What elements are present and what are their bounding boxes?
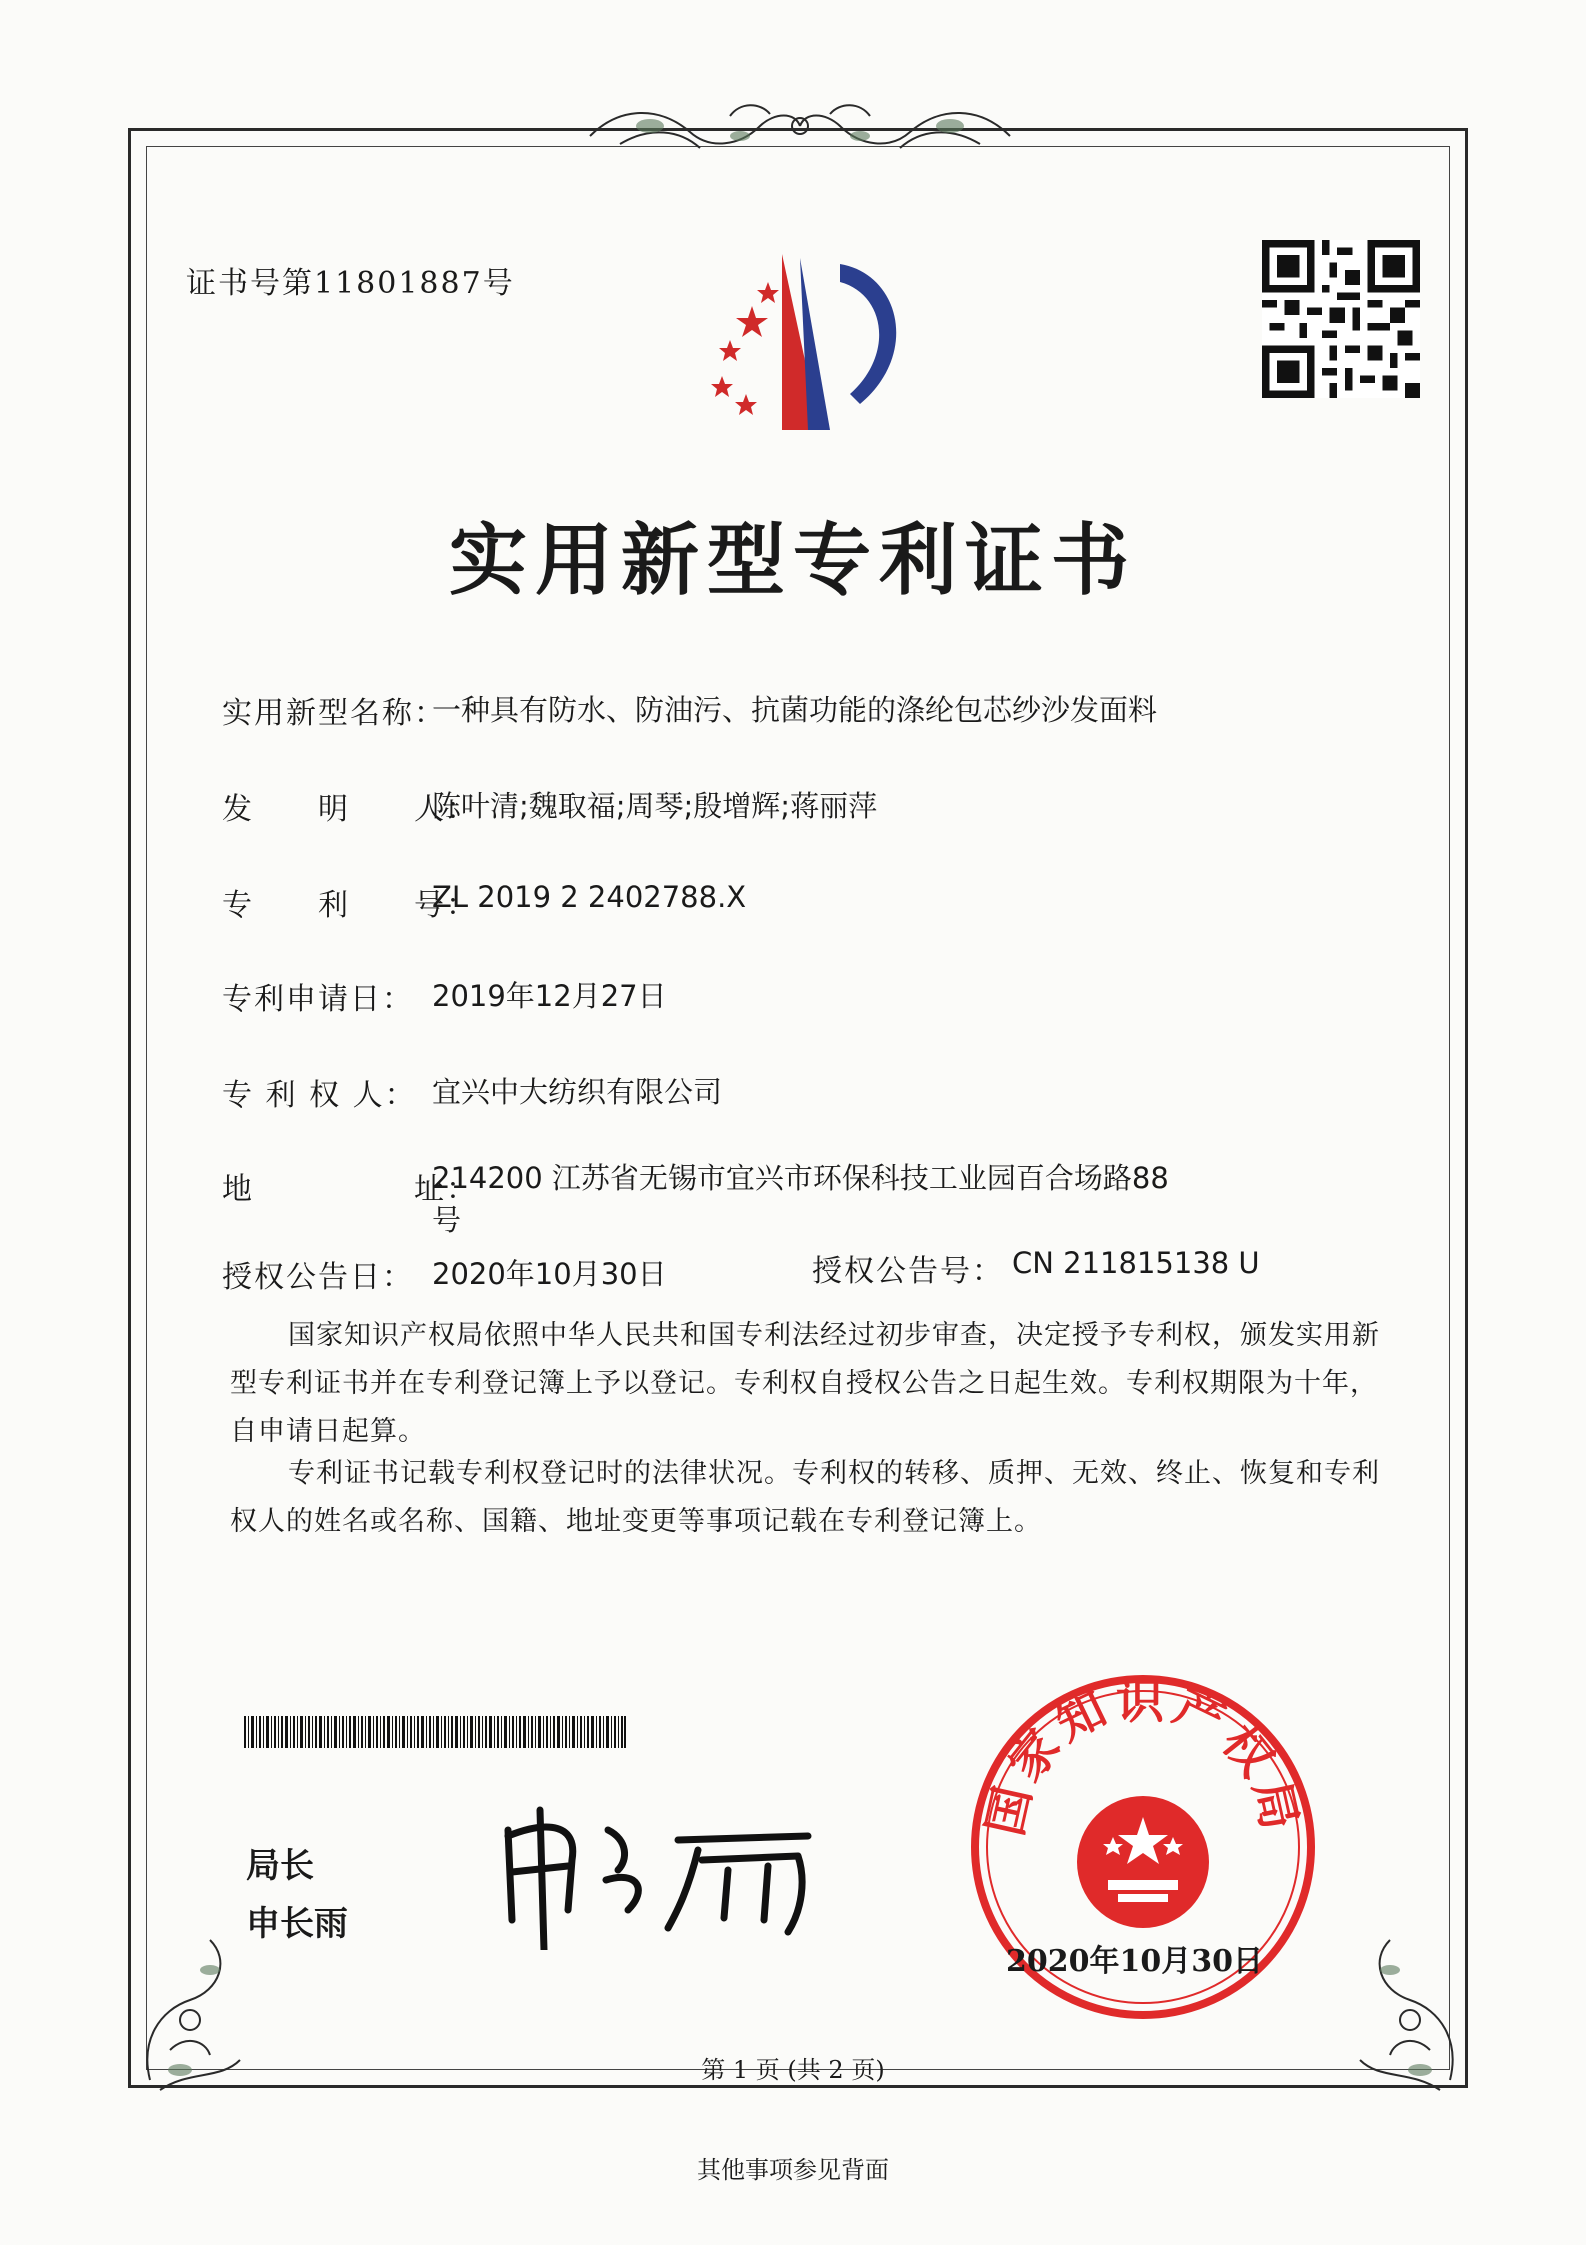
field-value-application-date: 2019年12月27日 bbox=[432, 979, 667, 1013]
seal-date: 2020年10月30日 bbox=[1006, 1944, 1263, 1979]
field-label-address: 地 址： bbox=[222, 1172, 478, 1207]
top-ornament bbox=[580, 96, 1020, 168]
field-label-patent-number: 专 利 号： bbox=[222, 888, 478, 923]
page-number: 第 1 页 (共 2 页) bbox=[701, 2056, 885, 2084]
field-value-address-line2: 号 bbox=[432, 1203, 462, 1237]
director-name: 申长雨 bbox=[246, 1904, 348, 1944]
cnipa-emblem-icon bbox=[690, 244, 922, 442]
director-title: 局长 bbox=[246, 1846, 314, 1886]
field-label-grant-number: 授权公告号： bbox=[812, 1254, 1004, 1289]
seal-text: 国家知识产权局 bbox=[977, 1673, 1309, 1841]
field-label-name: 实用新型名称： bbox=[222, 696, 446, 731]
legal-status-paragraph: 专利证书记载专利权登记时的法律状况。专利权的转移、质押、无效、终止、恢复和专利权人的姓名或名称、国籍、地址变更等事项记载在专利登记簿上。 bbox=[230, 1458, 1380, 1537]
field-value-name: 一种具有防水、防油污、抗菌功能的涤纶包芯纱沙发面料 bbox=[432, 693, 1158, 727]
field-value-patent-number: ZL 2019 2 2402788.X bbox=[432, 880, 747, 914]
field-label-grant-date: 授权公告日： bbox=[222, 1260, 414, 1295]
field-value-grant-number: CN 211815138 U bbox=[1012, 1246, 1260, 1280]
field-label-patentee: 专 利 权 人： bbox=[222, 1078, 417, 1113]
certificate-number: 证书号第11801887号 bbox=[186, 266, 515, 301]
field-label-inventors: 发 明 人： bbox=[222, 792, 478, 827]
grant-statement-paragraph: 国家知识产权局依照中华人民共和国专利法经过初步审查，决定授予专利权，颁发实用新型专利证书并在专利登记簿上予以登记。专利权自授权公告之日起生效。专利权期限为十年，自申请日起算。 bbox=[230, 1320, 1380, 1447]
field-value-address: 214200 江苏省无锡市宜兴市环保科技工业园百合场路88 bbox=[432, 1161, 1169, 1195]
field-value-grant-date: 2020年10月30日 bbox=[432, 1257, 667, 1291]
qr-code-icon bbox=[1262, 240, 1420, 398]
barcode-icon bbox=[244, 1716, 626, 1748]
director-signature bbox=[488, 1800, 828, 1950]
field-value-patentee: 宜兴中大纺织有限公司 bbox=[432, 1075, 723, 1109]
other-notes: 其他事项参见背面 bbox=[697, 2156, 889, 2184]
field-value-inventors: 陈叶清;魏取福;周琴;殷增辉;蒋丽萍 bbox=[432, 789, 878, 823]
field-label-application-date: 专利申请日： bbox=[222, 982, 414, 1017]
certificate-title: 实用新型专利证书 bbox=[448, 515, 1137, 606]
